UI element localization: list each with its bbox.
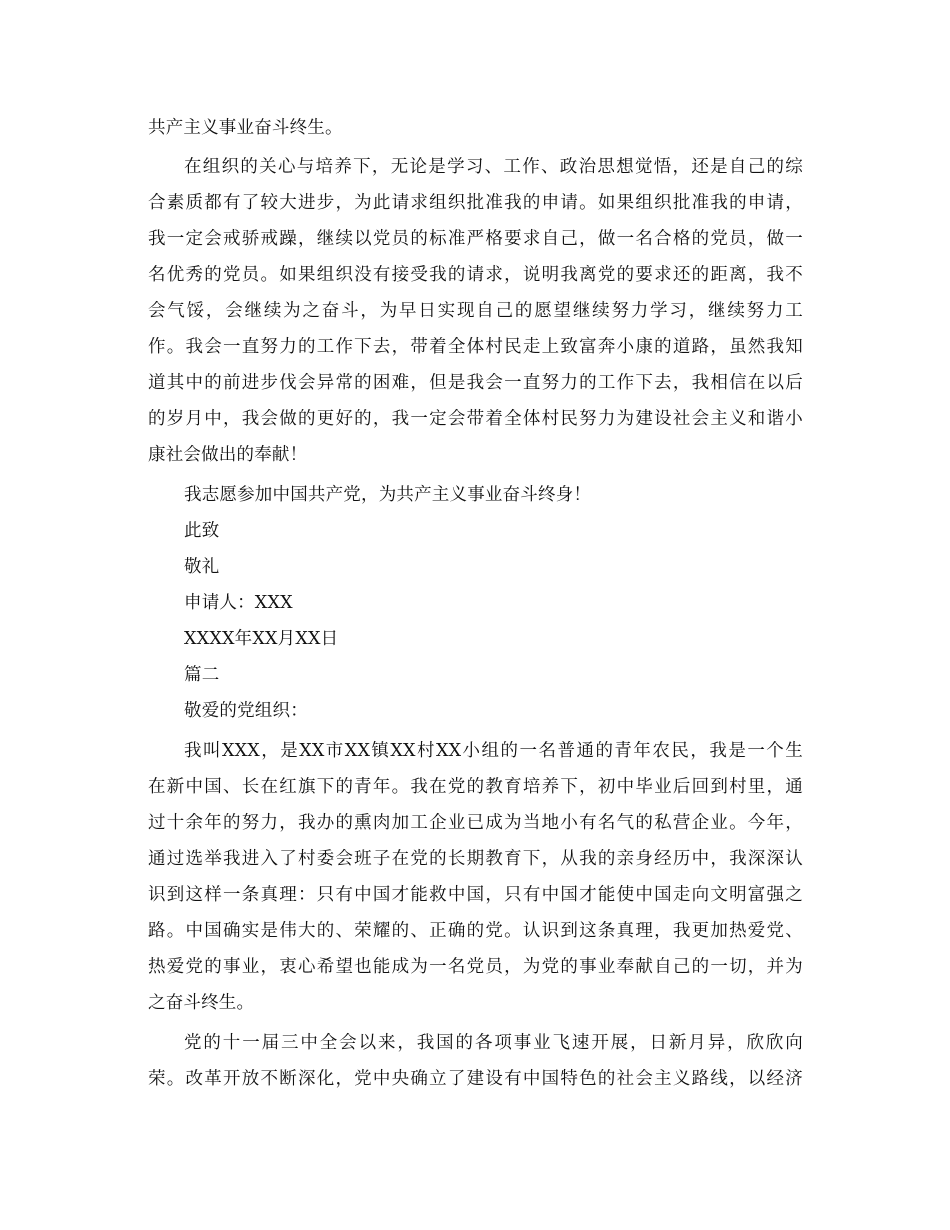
section-heading: 篇二 [184,665,220,685]
closing-regards: 敬礼 [184,557,220,577]
signature-date: XXXX年XX月XX日 [184,629,339,649]
closing-salutation: 此致 [184,521,220,541]
text-line: 康社会做出的奉献！ [148,445,308,465]
text-line: 在新中国、长在红旗下的青年。我在党的教育培养下，初中毕业后回到村里，通 [148,777,803,797]
text-line: 的岁月中，我会做的更好的，我一定会带着全体村民努力为建设社会主义和谐小 [148,409,803,429]
text-line: 识到这样一条真理：只有中国才能救中国，只有中国才能使中国走向文明富强之 [148,885,803,905]
text-line: 名优秀的党员。如果组织没有接受我的请求，说明我离党的要求还的距离，我不 [148,265,803,285]
applicant-signature: 申请人：XXX [184,593,293,613]
text-line: 我志愿参加中国共产党，为共产主义事业奋斗终身！ [184,485,592,505]
text-line: 我叫XXX，是XX市XX镇XX村XX小组的一名普通的青年农民，我是一个生 [184,741,803,761]
text-line: 合素质都有了较大进步，为此请求组织批准我的申请。如果组织批准我的申请， [148,193,803,213]
text-line: 荣。改革开放不断深化，党中央确立了建设有中国特色的社会主义路线，以经济 [148,1069,803,1089]
text-line: 我一定会戒骄戒躁，继续以党员的标准严格要求自己，做一名合格的党员，做一 [148,229,803,249]
text-line: 过十余年的努力，我办的熏肉加工企业已成为当地小有名气的私营企业。今年， [148,813,803,833]
text-line: 热爱党的事业，衷心希望也能成为一名党员，为党的事业奉献自己的一切，并为 [148,957,803,977]
text-line: 党的十一届三中全会以来，我国的各项事业飞速开展，日新月异，欣欣向 [184,1033,803,1053]
text-line: 通过选举我进入了村委会班子在党的长期教育下，从我的亲身经历中，我深深认 [148,849,803,869]
text-line: 会气馁，会继续为之奋斗，为早日实现自己的愿望继续努力学习，继续努力工 [148,301,803,321]
text-line: 在组织的关心与培养下，无论是学习、工作、政治思想觉悟，还是自己的综 [184,157,803,177]
text-line: 道其中的前进步伐会异常的困难，但是我会一直努力的工作下去，我相信在以后 [148,373,803,393]
letter-salutation: 敬爱的党组织： [184,701,308,721]
text-line: 路。中国确实是伟大的、荣耀的、正确的党。认识到这条真理，我更加热爱党、 [148,921,803,941]
text-line: 共产主义事业奋斗终生。 [148,118,343,138]
text-line: 之奋斗终生。 [148,993,255,1013]
text-line: 作。我会一直努力的工作下去，带着全体村民走上致富奔小康的道路，虽然我知 [148,337,803,357]
